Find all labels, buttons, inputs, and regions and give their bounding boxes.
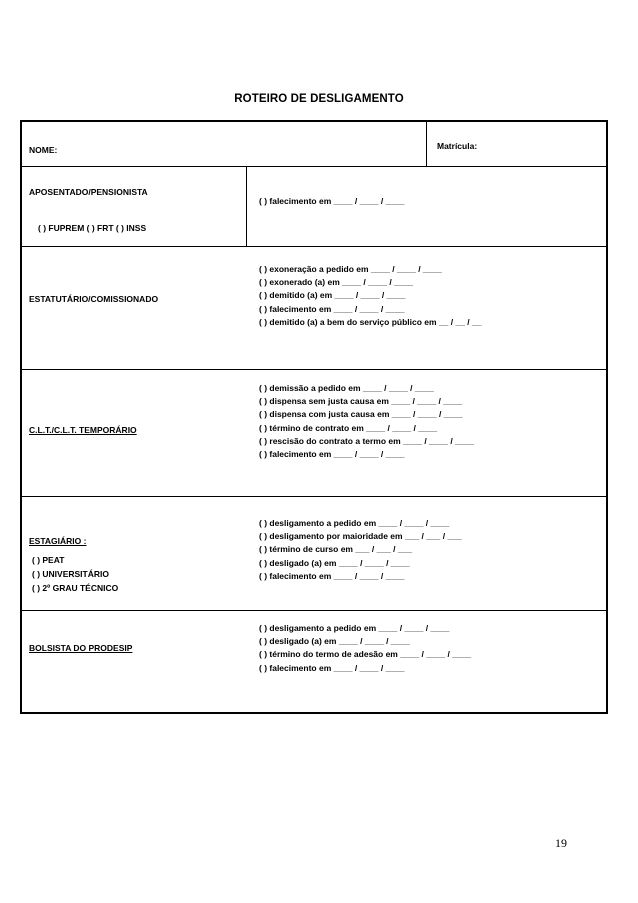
aposentado-options — [259, 195, 405, 208]
aposentado-label: APOSENTADO/PENSIONISTA — [29, 187, 148, 197]
option-line: ( ) exoneração a pedido em ____ / ____ / ____ — [259, 264, 442, 274]
bolsista-label: BOLSISTA DO PRODESIP — [29, 643, 133, 653]
option-line: ( ) falecimento em ____ / ____ / ____ — [259, 303, 405, 314]
row-divider — [22, 496, 606, 497]
option-line: ( ) desligado (a) em ____ / ____ / ____ — [259, 557, 410, 568]
option-line: ( ) dispensa com justa causa em ____ / ____ / ____ — [259, 409, 463, 420]
row-divider — [22, 166, 606, 167]
option-line: ( ) desligado (a) em ____ / ____ / ____ — [259, 636, 410, 647]
clt-label: C.L.T./C.L.T. TEMPORÁRIO — [29, 425, 137, 435]
estagiario-type-universitario: ( ) UNIVERSITÁRIO — [32, 569, 109, 579]
bolsista-options — [259, 622, 471, 675]
option-line: ( ) falecimento em ____ / ____ / ____ — [259, 662, 405, 673]
option-line: ( ) desligamento por maioridade em ___ / ___ / ___ — [259, 531, 462, 542]
option-line: ( ) desligamento a pedido em ____ / ____ / ____ — [259, 518, 450, 528]
option-line: ( ) término do termo de adesão em ____ / ____ / ____ — [259, 649, 472, 660]
option-line: ( ) rescisão do contrato a termo em ____ / ____ / ____ — [259, 435, 474, 446]
estatutario-label: ESTATUTÁRIO/COMISSIONADO — [29, 294, 159, 304]
option-line: ( ) término de curso em ___ / ___ / ___ — [259, 544, 413, 555]
matricula-label: Matrícula: — [437, 141, 478, 151]
estatutario-options — [259, 263, 481, 329]
page-number: 19 — [555, 836, 567, 850]
estagiario-type-tecnico: ( ) 2º GRAU TÉCNICO — [32, 583, 119, 593]
option-line: ( ) demissão a pedido em ____ / ____ / ____ — [259, 383, 434, 393]
row-divider — [22, 246, 606, 247]
option-line: ( ) demitido (a) em ____ / ____ / ____ — [259, 290, 406, 301]
aposentado-regime-options: ( ) FUPREM ( ) FRT ( ) INSS — [38, 223, 147, 233]
option-line: ( ) exonerado (a) em ____ / ____ / ____ — [259, 277, 414, 288]
column-divider — [426, 122, 427, 166]
option-line: ( ) desligamento a pedido em ____ / ____ / ____ — [259, 623, 450, 633]
clt-options — [259, 382, 474, 461]
nome-label: NOME: — [29, 145, 58, 155]
column-divider — [246, 166, 247, 246]
termination-form-table — [20, 120, 608, 714]
option-line: ( ) dispensa sem justa causa em ____ / ____ / ____ — [259, 396, 463, 407]
estagiario-label: ESTAGIÁRIO : — [29, 536, 87, 546]
option-line: ( ) término de contrato em ____ / ____ / ____ — [259, 422, 438, 433]
estagiario-type-peat: ( ) PEAT — [32, 555, 65, 565]
page-title: ROTEIRO DE DESLIGAMENTO — [234, 93, 404, 105]
option-line: ( ) falecimento em ____ / ____ / ____ — [259, 449, 405, 460]
row-divider — [22, 610, 606, 611]
estagiario-options — [259, 517, 462, 583]
option-line: ( ) falecimento em ____ / ____ / ____ — [259, 570, 405, 581]
row-divider — [22, 369, 606, 370]
option-line: ( ) demitido (a) a bem do serviço público em __ / __ / __ — [259, 316, 482, 327]
option-line: ( ) falecimento em ____ / ____ / ____ — [259, 196, 405, 206]
